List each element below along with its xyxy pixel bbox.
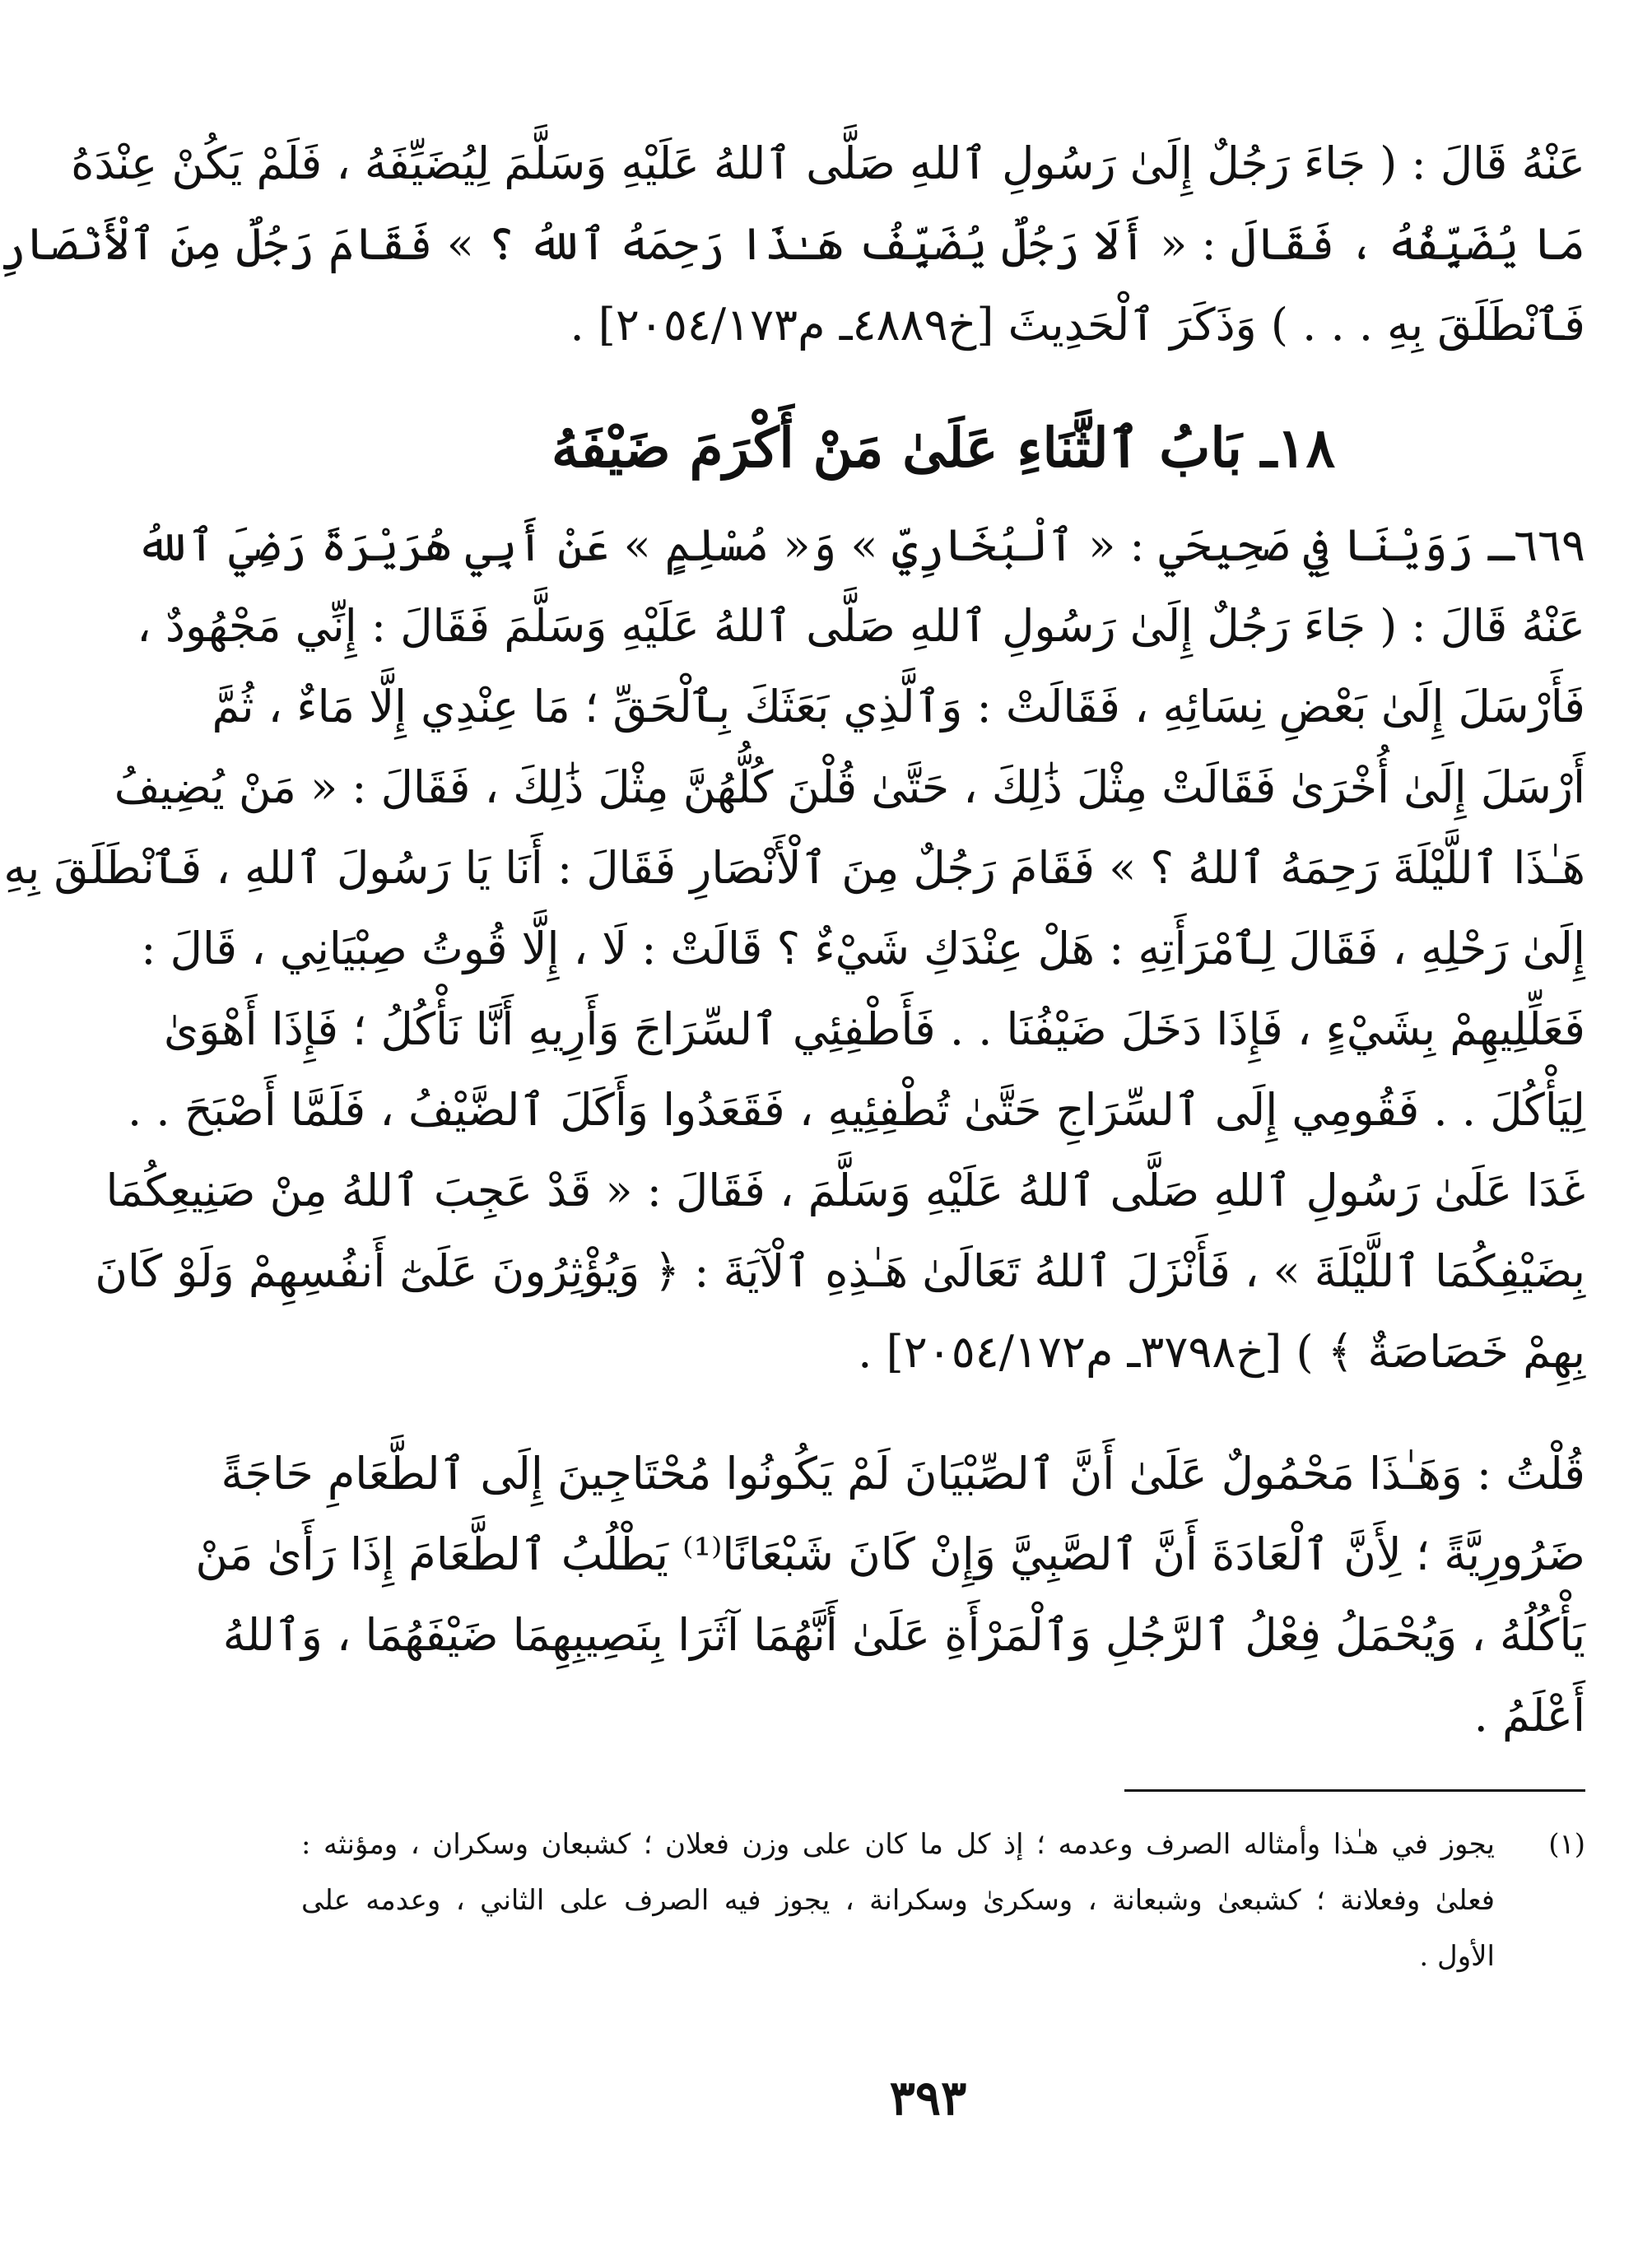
footnote-text: يجوز في هـٰذا وأمثاله الصرف وعدمه ؛ إذ كل ما كان على وزن فعلان ؛ كشبعان وسكران ، ومؤنثه : (301, 1828, 1495, 1861)
text-line: قُلْتُ : وَهَـٰذَا مَحْمُولٌ عَلَىٰ أَنَّ ٱلصِّبْيَانَ لَمْ يَكُونُوا مُحْتَاجِينَ إِلَى ٱلطَّعَامِ حَاجَةً (221, 1448, 1585, 1500)
footnote-marker: (١) (1548, 1828, 1585, 1861)
text-line: بِضَيْفِكُمَا ٱللَّيْلَةَ » ، فَأَنْزَلَ ٱللهُ تَعَالَىٰ هَـٰذِهِ ٱلْآيَةَ : ﴿ وَيُؤْثِرُونَ عَلَىٰٓ أَنفُسِهِمْ وَلَوْ كَانَ (95, 1245, 1585, 1297)
text-line: فَٱنْطَلَقَ بِهِ . . . ) وَذَكَرَ ٱلْحَدِيثَ [خ٤٨٨٩ـ م٢٠٥٤/١٧٣] . (570, 299, 1585, 351)
commentary-paragraph (195, 1434, 1585, 1756)
intro-paragraph (0, 123, 1585, 365)
text-line: أَعْلَمُ . (1473, 1690, 1585, 1742)
text-line: بِهِمْ خَصَاصَةٌ ﴾ ) [خ٣٧٩٨ـ م٢٠٥٤/١٧٢] . (858, 1326, 1585, 1378)
text-line: عَنْهُ قَالَ : ( جَاءَ رَجُلٌ إِلَىٰ رَسُولِ ٱللهِ صَلَّى ٱللهُ عَلَيْهِ وَسَلَّمَ فَقَالَ : إِنِّي مَجْهُودٌ ، (137, 600, 1585, 652)
footnote-line (301, 1816, 1585, 1872)
text-line: إِلَىٰ رَحْلِهِ ، فَقَالَ لِٱمْرَأَتِهِ : هَلْ عِنْدَكِ شَيْءٌ ؟ قَالَتْ : لَا ، إِلَّا قُوتُ صِبْيَانِي ، قَالَ : (141, 923, 1585, 974)
text-line: يَأْكُلُهُ ، وَيُحْمَلُ فِعْلُ ٱلرَّجُلِ وَٱلْمَرْأَةِ عَلَىٰ أَنَّهُمَا آثَرَا بِنَصِيبِهِمَا ضَيْفَهُمَا ، وَٱللهُ (222, 1609, 1585, 1661)
footnote-line: الأول . (1419, 1940, 1495, 1973)
footnote-separator (1124, 1789, 1585, 1792)
text-line: فَأَرْسَلَ إِلَىٰ بَعْضِ نِسَائِهِ ، فَقَالَتْ : وَٱلَّذِي بَعَثَكَ بِٱلْحَقِّ ؛ مَا عِنْدِي إِلَّا مَاءٌ ، ثُمَّ (212, 681, 1585, 733)
text-line: ضَرُورِيَّةً ؛ لِأَنَّ ٱلْعَادَةَ أَنَّ ٱلصَّبِيَّ وَإِنْ كَانَ شَبْعَانًا⁽¹⁾ يَطْلُبُ ٱلطَّعَامَ إِذَا رَأَىٰ مَنْ (195, 1528, 1585, 1580)
footnote (301, 1816, 1585, 1984)
page-number: ٣٩٣ (889, 2070, 967, 2126)
text-line: عَنْهُ قَالَ : ( جَاءَ رَجُلٌ إِلَىٰ رَسُولِ ٱللهِ صَلَّى ٱللهُ عَلَيْهِ وَسَلَّمَ لِيُضَيِّفَهُ ، فَلَمْ يَكُنْ عِنْدَهُ (71, 137, 1585, 189)
text-line: غَدَا عَلَىٰ رَسُولِ ٱللهِ صَلَّى ٱللهُ عَلَيْهِ وَسَلَّمَ ، فَقَالَ : « قَدْ عَجِبَ ٱللهُ مِنْ صَنِيعِكُمَا (105, 1165, 1585, 1216)
section-heading: ١٨ـ بَابُ ٱلثَّنَاءِ عَلَىٰ مَنْ أَكْرَمَ ضَيْفَهُ (551, 416, 1336, 480)
hadith-paragraph (3, 505, 1585, 1393)
footnote-line: فعلىٰ وفعلانة ؛ كشبعىٰ وشبعانة ، وسكرىٰ وسكرانة ، يجوز فيه الصرف على الثاني ، وعدمه على (301, 1884, 1495, 1917)
text-line: مَا يُضَيِّفُهُ ، فَقَالَ : « أَلَا رَجُلٌ يُضَيِّفُ هَـٰذَا رَحِمَهُ ٱللهُ ؟ » فَقَامَ رَجُلٌ مِنَ ٱلْأَنْصَارِ (0, 218, 1585, 270)
text-line: هَـٰذَا ٱللَّيْلَةَ رَحِمَهُ ٱللهُ ؟ » فَقَامَ رَجُلٌ مِنَ ٱلْأَنْصَارِ فَقَالَ : أَنَا يَا رَسُولَ ٱللهِ ، فَٱنْطَلَقَ بِهِ (3, 842, 1585, 894)
text-line: أَرْسَلَ إِلَىٰ أُخْرَىٰ فَقَالَتْ مِثْلَ ذَٰلِكَ ، حَتَّىٰ قُلْنَ كُلُّهُنَّ مِثْلَ ذَٰلِكَ ، فَقَالَ : « مَنْ يُضِيفُ (114, 761, 1585, 813)
text-line: فَعَلِّلِيهِمْ بِشَيْءٍ ، فَإِذَا دَخَلَ ضَيْفُنَا . . فَأَطْفِئِي ٱلسِّرَاجَ وَأَرِيهِ أَنَّا نَأْكُلُ ؛ فَإِذَا أَهْوَىٰ (163, 1003, 1585, 1055)
text-line: ٦٦٩ـ رَوَيْنَا فِي صَحِيحَي : « ٱلْبُخَارِيِّ » وَ« مُسْلِمٍ » عَنْ أَبِي هُرَيْرَةَ رَضِيَ ٱللهُ (136, 519, 1585, 571)
page-content (0, 123, 1585, 2222)
text-line: لِيَأْكُلَ . . فَقُومِي إِلَى ٱلسِّرَاجِ حَتَّىٰ تُطْفِئِيهِ ، فَقَعَدُوا وَأَكَلَ ٱلضَّيْفُ ، فَلَمَّا أَصْبَحَ . . (128, 1084, 1585, 1136)
